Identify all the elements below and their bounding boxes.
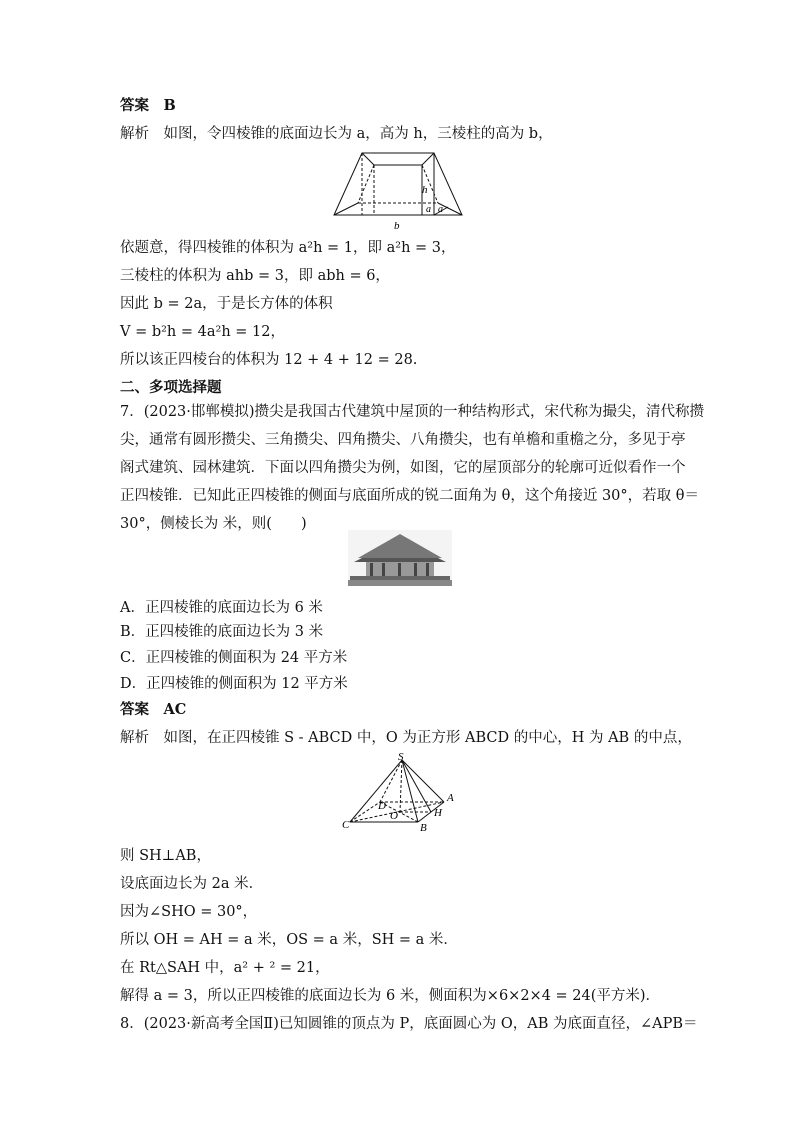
label-S: S	[398, 752, 404, 763]
question-7-line-4: 正四棱锥．已知此正四棱锥的侧面与底面所成的锐二面角为 θ，这个角接近 30°，若取 θ＝	[120, 488, 699, 504]
label-h: h	[422, 184, 428, 196]
method-line-2: 设底面边长为 2a 米．	[120, 876, 264, 892]
question-7-line-3: 阁式建筑、园林建筑．下面以四角攒尖为例，如图，它的屋顶部分的轮廓可近似看作一个	[120, 460, 686, 476]
label-B: B	[420, 822, 427, 834]
solution-line-2: 三棱柱的体积为 ahb = 3，即 abh = 6，	[120, 268, 390, 284]
answer-6: 答案 B	[120, 97, 176, 114]
method-line-5: 在 Rt△SAH 中，a² + ² = 21，	[120, 960, 330, 976]
section-heading: 二、多项选择题	[120, 379, 222, 396]
pavilion-photo	[348, 530, 452, 586]
question-7-line-1: 7．(2023·邯郸模拟)攒尖是我国古代建筑中屋顶的一种结构形式，宋代称为撮尖，清代称攒	[120, 404, 705, 420]
label-a1: a	[426, 204, 431, 215]
option-a: A．正四棱锥的底面边长为 6 米	[120, 600, 323, 616]
solution-line-4: V = b²h = 4a²h = 12，	[120, 324, 285, 340]
option-b: B．正四棱锥的底面边长为 3 米	[120, 624, 324, 640]
pyramid-figure	[340, 752, 464, 834]
frustum-figure	[330, 145, 470, 233]
label-a2: a	[438, 204, 443, 215]
method-line-1: 则 SH⊥AB，	[120, 848, 211, 864]
question-7-line-2: 尖，通常有圆形攒尖、三角攒尖、四角攒尖、八角攒尖，也有单檐和重檐之分，多见于亭	[120, 432, 686, 448]
option-d: D．正四棱锥的侧面积为 12 平方米	[120, 676, 348, 692]
label-H: H	[434, 807, 442, 819]
explanation-6: 解析 如图，令四棱锥的底面边长为 a，高为 h，三棱柱的高为 b，	[120, 126, 553, 142]
solution-line-3: 因此 b = 2a，于是长方体的体积	[120, 296, 333, 312]
explanation-7: 解析 如图，在正四棱锥 S - ABCD 中，O 为正方形 ABCD 的中心，H 为 AB 的中点，	[120, 730, 692, 746]
solution-line-5: 所以该正四棱台的体积为 12 + 4 + 12 = 28.	[120, 352, 418, 368]
method-line-4: 所以 OH = AH = a 米，OS = a 米，SH = a 米．	[120, 932, 458, 948]
answer-7: 答案 AC	[120, 701, 187, 718]
question-8: 8．(2023·新高考全国Ⅱ)已知圆锥的顶点为 P，底面圆心为 O，AB 为底面直径，∠APB＝	[120, 1016, 698, 1032]
label-A: A	[447, 792, 454, 804]
method-line-3: 因为∠SHO = 30°，	[120, 904, 258, 920]
label-D: D	[378, 800, 386, 812]
method-line-6: 解得 a = 3，所以正四棱锥的底面边长为 6 米，侧面积为×6×2×4 = 24(平方米)．	[120, 988, 661, 1004]
question-7-line-5: 30°，侧棱长为 米，则( )	[120, 516, 307, 532]
solution-line-1: 依题意，得四棱锥的体积为 a²h = 1，即 a²h = 3，	[120, 240, 456, 256]
label-C: C	[342, 819, 350, 831]
option-c: C．正四棱锥的侧面积为 24 平方米	[120, 650, 348, 666]
label-O: O	[390, 810, 398, 822]
label-b: b	[394, 220, 400, 232]
